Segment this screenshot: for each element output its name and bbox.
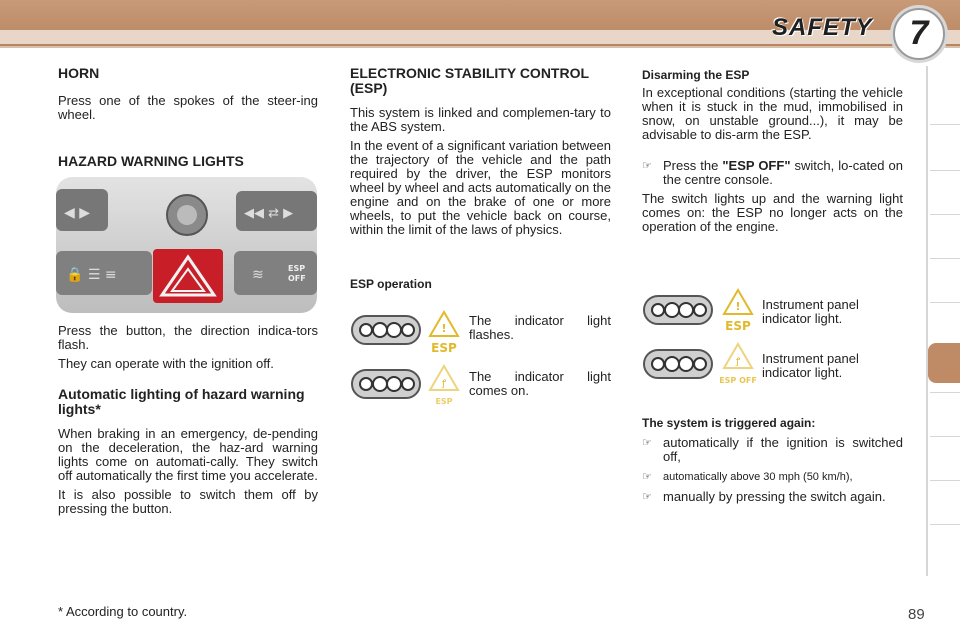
chapter-tabs bbox=[926, 66, 960, 576]
dashboard-illustration bbox=[56, 177, 317, 313]
press-pre: Press the bbox=[663, 158, 723, 173]
right-switch-panel bbox=[234, 251, 317, 295]
triggered-heading: The system is triggered again: bbox=[642, 416, 816, 430]
column-horn-hazard bbox=[58, 66, 318, 168]
esp-off-switch-name: "ESP OFF" bbox=[722, 158, 791, 173]
esp-flashing-indicator-illustration bbox=[350, 310, 462, 354]
gauge-icon bbox=[402, 378, 414, 390]
column-esp bbox=[350, 66, 611, 291]
gauge-icon bbox=[665, 303, 679, 317]
left-arrows-icon: ◀ ▶ bbox=[64, 205, 90, 221]
gauge-icon bbox=[694, 304, 706, 316]
gauge-icon bbox=[679, 357, 693, 371]
panel-esp-label: ESP bbox=[725, 319, 751, 332]
column-hazard-text bbox=[58, 324, 318, 516]
panel-esp-indicator-illustration bbox=[642, 288, 758, 332]
tab-divider bbox=[930, 524, 960, 525]
auto-hazard-heading: Automatic lighting of hazard warning lights* bbox=[58, 386, 305, 417]
disarm-heading: Disarming the ESP bbox=[642, 68, 750, 82]
tab-divider bbox=[930, 436, 960, 437]
tab-divider bbox=[930, 258, 960, 259]
pointing-hand-icon: ☞ bbox=[642, 491, 652, 503]
fan-knob-center-icon bbox=[177, 205, 197, 225]
panel-esp-off-label: ESP OFF bbox=[719, 376, 757, 385]
gauge-icon bbox=[360, 378, 372, 390]
tab-divider bbox=[930, 480, 960, 481]
tab-divider bbox=[930, 302, 960, 303]
esp-icon-label: ESP bbox=[431, 341, 457, 354]
tab-divider bbox=[930, 392, 960, 393]
triggered-bullet-3-text: manually by pressing the switch again. bbox=[663, 489, 886, 504]
gauge-icon bbox=[402, 324, 414, 336]
footnote: * According to country. bbox=[58, 604, 188, 619]
gauge-icon bbox=[360, 324, 372, 336]
horn-heading: HORN bbox=[58, 65, 100, 81]
gauge-icon bbox=[387, 323, 401, 337]
esp-paragraph-2: In the event of a significant variation between the trajectory of the vehicle and the path required by the driver, the ESP monitors wheel by wheel and acts automatically on the engine and on the brake of one or more wheels, to put the vehicle back on course, within the limit of the laws of physics. bbox=[350, 138, 611, 237]
chapter-title: SAFETY bbox=[772, 14, 873, 41]
gauge-icon bbox=[665, 357, 679, 371]
triggered-bullet-2-text: automatically above 30 mph (50 km/h), bbox=[663, 471, 853, 483]
hazard-heading: HAZARD WARNING LIGHTS bbox=[58, 153, 244, 169]
triggered-bullet-1-text: automatically if the ignition is switched off, bbox=[663, 435, 903, 464]
svg-text:ꝭ: ꝭ bbox=[735, 357, 741, 367]
chapter-number-badge bbox=[893, 8, 945, 60]
svg-text:!: ! bbox=[735, 300, 741, 313]
svg-text:!: ! bbox=[441, 322, 447, 335]
gauge-icon bbox=[373, 323, 387, 337]
esp-icon-label-small: ESP bbox=[435, 397, 453, 406]
gauge-icon bbox=[652, 304, 664, 316]
disarm-paragraph-2: The switch lights up and the warning light comes on: the ESP no longer acts on the operation of the engine. bbox=[642, 191, 903, 234]
gauge-icon bbox=[652, 358, 664, 370]
auto-hazard-paragraph-2: It is also possible to switch them off by pressing the button. bbox=[58, 487, 318, 516]
auto-hazard-paragraph-1: When braking in an emergency, de-pending on the deceleration, the haz-ard warning lights come on automati-cally. They switch off automatically the first time you accelerate. bbox=[58, 426, 318, 483]
esp-heading: ELECTRONIC STABILITY CONTROL (ESP) bbox=[350, 65, 589, 96]
page-number: 89 bbox=[908, 606, 925, 623]
chapter-number: 7 bbox=[909, 14, 929, 52]
panel-esp-off-indicator-illustration bbox=[642, 342, 758, 388]
column-triggered bbox=[642, 416, 903, 504]
esp-on-indicator-illustration bbox=[350, 364, 462, 408]
gauge-icon bbox=[387, 377, 401, 391]
gauge-icon bbox=[694, 358, 706, 370]
gauge-icon bbox=[373, 377, 387, 391]
pointing-hand-icon: ☞ bbox=[642, 160, 652, 172]
seat-controls-icon: ◀◀ ⇄ ▶ bbox=[244, 206, 294, 221]
triggered-bullet-3 bbox=[642, 490, 903, 504]
press-esp-off-bullet bbox=[642, 159, 903, 187]
gauge-icon bbox=[679, 303, 693, 317]
disarm-paragraph-1: In exceptional conditions (starting the vehicle when it is stuck in the mud, immobilised in snow, on unstable ground...), it may be advisable to dis-arm the ESP. bbox=[642, 85, 903, 142]
triggered-bullet-2 bbox=[642, 470, 903, 484]
pointing-hand-icon: ☞ bbox=[642, 437, 652, 449]
esp-operation-heading: ESP operation bbox=[350, 277, 432, 291]
lock-switch-icon: 🔒 ☰ ≡ bbox=[66, 267, 117, 283]
indicator-comes-on-text: The indicator light comes on. bbox=[469, 369, 611, 398]
panel-indicator-text-1: Instrument panel indicator light. bbox=[762, 297, 859, 326]
triggered-bullet-1 bbox=[642, 436, 903, 464]
hazard-paragraph-2: They can operate with the ignition off. bbox=[58, 356, 274, 371]
seat-heat-icon: ≋ bbox=[252, 267, 264, 283]
esp-off-switch-label: ESP bbox=[288, 264, 306, 273]
tab-divider bbox=[930, 170, 960, 171]
pointing-hand-icon: ☞ bbox=[642, 471, 652, 483]
svg-text:ꝭ: ꝭ bbox=[441, 379, 447, 389]
tab-divider bbox=[930, 214, 960, 215]
hazard-dashboard-photo bbox=[56, 177, 317, 313]
horn-text: Press one of the spokes of the steer-ing wheel. bbox=[58, 93, 318, 122]
panel-indicator-text-2: Instrument panel indicator light. bbox=[762, 351, 859, 380]
indicator-flashes-text: The indicator light flashes. bbox=[469, 313, 611, 342]
chapter-tab-active[interactable] bbox=[928, 343, 960, 383]
tab-divider bbox=[930, 124, 960, 125]
esp-off-switch-label-2: OFF bbox=[288, 274, 306, 283]
column-disarm bbox=[642, 68, 903, 234]
esp-paragraph-1: This system is linked and complemen-tary to the ABS system. bbox=[350, 105, 611, 134]
press-post: switch, lo-cated on the centre console. bbox=[663, 158, 903, 187]
hazard-paragraph-1: Press the button, the direction indica-tors flash. bbox=[58, 323, 318, 352]
